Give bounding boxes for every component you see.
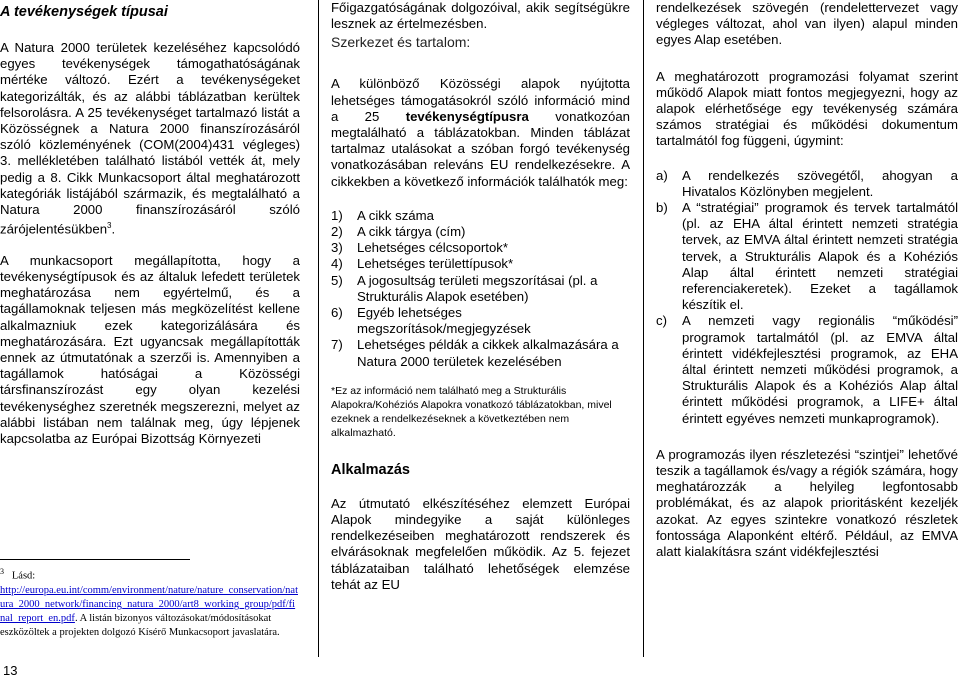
sub-heading: Szerkezet és tartalom: — [331, 34, 471, 51]
list-item — [331, 305, 630, 337]
paragraph — [331, 76, 630, 189]
list-item — [656, 313, 958, 426]
paragraph: Az útmutató elkészítéséhez elemzett Európai Alapok mindegyike a saját különleges rendelkezéseiben meghatározott rendszerek és elvárásoknak megfelelően működik. Az 5. fejezet táblázataiban található lehetőségek elemzése tehát az EU — [331, 495, 630, 592]
column-right — [656, 0, 958, 560]
list-number: 3) — [331, 240, 343, 256]
list-text: Lehetséges példák a cikkek alkalmazására a Natura 2000 területek kezelésében — [357, 337, 619, 369]
list-number: 4) — [331, 256, 343, 272]
table-note: *Ez az információ nem található meg a Strukturális Alapokra/Kohéziós Alapokra vonatkozó táblázatokban, mivel ezeknek a rendelkezéseknek a következtében nem alkalmazható. — [331, 384, 612, 439]
page-number: 13 — [3, 663, 18, 678]
list-text: Lehetséges területtípusok* — [357, 256, 514, 272]
list-item — [331, 240, 630, 256]
list-letter: c) — [656, 313, 667, 329]
list-text: A “stratégiai” programok és tervek tartalmától (pl. az EHA által érintett nemzeti stratégia tervek, az EMVA által érintett nemzeti stratégia tervek, a Strukturális Alapok és a Kohéziós Alap által érintett nemzeti stratégiai referenciakeretek). Ezeket a tagállamok készítik el. — [682, 200, 958, 313]
list-item — [656, 200, 958, 313]
paragraph-text: A különböző Közösségi alapok nyújtotta lehetséges támogatásokról szóló információ mind a 25 — [331, 76, 630, 124]
paragraph-text: . — [111, 221, 116, 237]
list-letter: b) — [656, 200, 668, 216]
footnote-rule — [0, 559, 190, 560]
footnote-link[interactable]: http://europa.eu.int/comm/environment/nature/nature_conservation/natura_2000_network/financing_natura_2000/art8_working_group/pdf/final_report_en.pdf — [0, 584, 298, 624]
list-text: A cikk száma — [357, 207, 434, 223]
list-text: A cikk tárgya (cím) — [357, 224, 466, 240]
list-text: A jogosultság területi megszorításai (pl. a Strukturális Alapok esetében) — [357, 272, 598, 304]
numbered-list — [331, 208, 630, 370]
bold-term: tevékenységtípusra — [405, 108, 529, 124]
list-number: 6) — [331, 305, 343, 321]
paragraph: rendelkezések szövegén (rendelettervezet vagy végleges változat, ahol van ilyen) alapul minden egyes Alap esetében. — [656, 0, 958, 48]
section-heading: A tevékenységek típusai — [0, 4, 168, 20]
column-left — [0, 0, 300, 678]
list-item — [331, 337, 630, 369]
paragraph-text: vonatkozóan megtalálható a táblázatokban. Minden táblázat tartalmaz utalásokat a szóban forgó tevékenység vonatkozásában releváns EU rendelkezésekre. A cikkekben a következő információk találhatók meg: — [331, 108, 630, 189]
list-number: 1) — [331, 207, 343, 223]
footnote-rest: . A listán bizonyos változásokat/módosításokat eszközöltek a projekten dolgozó Kísérő Munkacsoport javaslatára. — [0, 612, 280, 638]
list-number: 7) — [331, 337, 343, 353]
list-item — [331, 273, 630, 305]
list-item — [331, 224, 630, 240]
column-middle — [331, 0, 630, 593]
paragraph: A programozás ilyen részletezési “szintjei” lehetővé teszik a tagállamok és/vagy a régiók számára, hogy meghatározzák a helyileg legfontosabb problémákat, és az alapok prioritásként kezeljék azokat. Az egyes szintekre vonatkozó részletek fontossága Alaponként eltérő. Például, az EMVA alatt kialakításra szánt vidékfejlesztési — [656, 446, 958, 560]
list-number: 2) — [331, 224, 343, 240]
list-item — [331, 256, 630, 272]
list-text: A nemzeti vagy regionális “működési” programok tartalmától (pl. az EMVA által érintett vidékfejlesztési programok, az EHA által érintett nemzeti működési programok, a Strukturális Alapok és a Kohéziós Alap által érintett működési programok, a LIFE+ által érintett egyéves nemzeti munkaprogramok). — [682, 313, 958, 426]
list-item — [331, 208, 630, 224]
column-divider — [318, 0, 319, 657]
footnote-ref[interactable]: 3 — [107, 221, 112, 231]
list-text: Lehetséges célcsoportok* — [357, 240, 509, 256]
lettered-list — [656, 168, 958, 427]
section-heading: Alkalmazás — [331, 461, 410, 478]
paragraph-text: A Natura 2000 területek kezeléséhez kapcsolódó egyes tevékenységek támogathatóságának mértéke változó. Ezért a tevékenységeket kategorizálták, és az alábbi táblázatban kerültek felsorolásra. A 25 tevékenységet tartalmazó listát a Közösségnek a Natura 2000 finanszírozásáról szóló közleményének (COM(2004)431 végleges) 3. mellékletében található listából vették át, mely pedig a 8. Cikk Munkacsoport által meghatározott kategóriák listájából származik, és megtalálható a Natura 2000 finanszírozásáról szóló zárójelentésükben — [0, 40, 300, 237]
list-text: Egyéb lehetséges megszorítások/megjegyzések — [357, 305, 531, 337]
footnote-mark: 3 — [0, 567, 4, 576]
footnote — [0, 559, 300, 640]
paragraph — [0, 40, 300, 238]
list-number: 5) — [331, 272, 343, 288]
list-text: A rendelkezés szövegétől, ahogyan a Hivatalos Közlönyben megjelent. — [682, 167, 958, 199]
footnote-text — [0, 565, 300, 640]
paragraph: A munkacsoport megállapította, hogy a tevékenységtípusok és az általuk lefedett területek meghatározása nem egyértelmű, és a tagállamoknak teljesen más megközelítést kellene alkalmazniuk ezek kategorizálására és meghatározására. Ezt ugyancsak megállapították ennek az útmutatónak a szerzői is. Amennyiben a tagállamok hatóságai a Közösségi társfinanszírozást egy olyan kezelési tevékenységhez szeretnék megszerezni, melyet az alábbi listában nem találnak meg, úgy lépjenek kapcsolatba az Európai Bizottság Környezeti — [0, 252, 300, 447]
paragraph: A meghatározott programozási folyamat szerint működő Alapok miatt fontos megjegyezni, hogy az alapok elérhetősége egy tevékenység számára számos stratégiai és működési dokumentum tartalmától fog függeni, úgymint: — [656, 68, 958, 149]
list-item — [656, 168, 958, 200]
list-letter: a) — [656, 167, 668, 183]
column-divider — [643, 0, 644, 657]
footnote-lead: Lásd: — [11, 570, 36, 582]
paragraph: Főigazgatóságának dolgozóival, akik segítségükre lesznek az értelmezésben. — [331, 0, 630, 32]
